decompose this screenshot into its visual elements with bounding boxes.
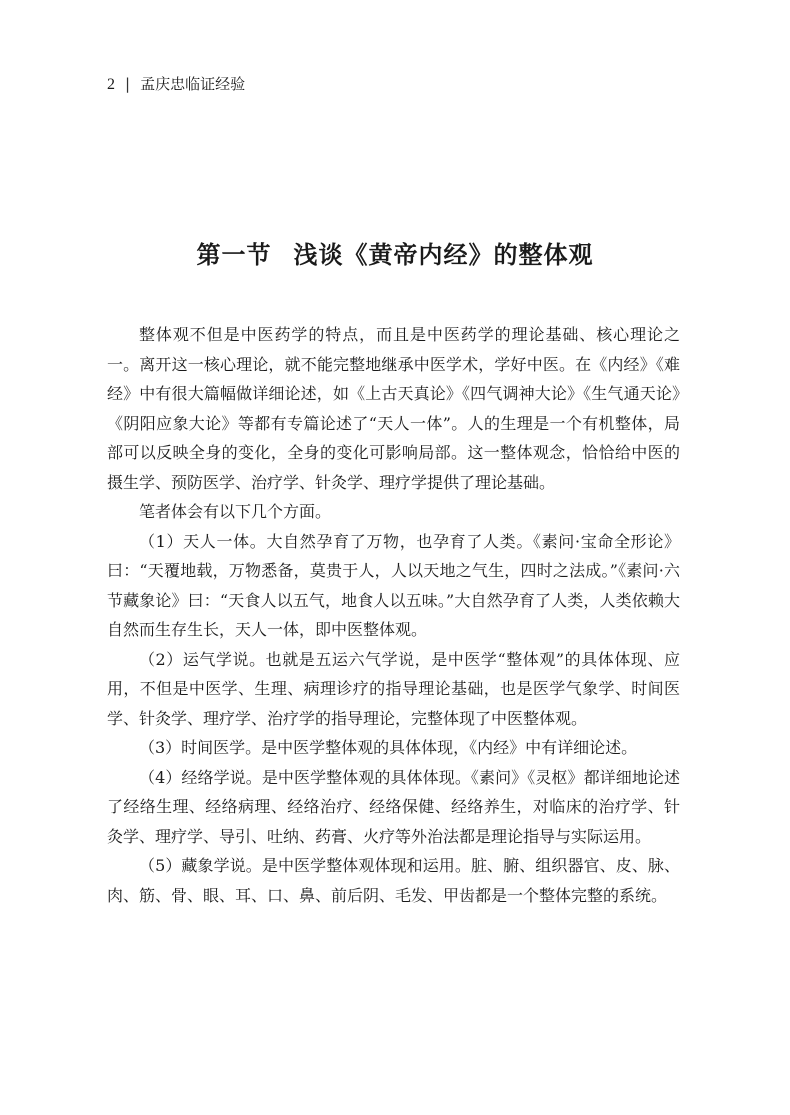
section-heading: 浅谈《黄帝内经》的整体观 [293, 241, 594, 269]
section-title [0, 238, 790, 272]
paragraph-point-5: （5）藏象学说。是中医学整体观体现和运用。脏、腑、组织器官、皮、脉、肉、筋、骨、眼、耳、口、鼻、前后阴、毛发、甲齿都是一个整体完整的系统。 [107, 856, 680, 905]
paragraph-point-3: （3）时间医学。是中医学整体观的具体体现，《内经》中有详细论述。 [139, 738, 638, 757]
paragraph-lead-in: 笔者体会有以下几个方面。 [139, 502, 332, 521]
page-number: 2 [107, 76, 115, 93]
paragraph-intro: 整体观不但是中医药学的特点，而且是中医药学的理论基础、核心理论之一。离开这一核心理论，就不能完整地继承中医学术，学好中医。在《内经》《难经》中有很大篇幅做详细论述，如《上古天真论》《四气调神大论》《生气通天论》《阴阳应象大论》等都有专篇论述了“天人一体”。人的生理是一个有机整体，局部可以反映全身的变化，全身的变化可影响局部。这一整体观念，恰恰给中医的摄生学、预防医学、治疗学、针灸学、理疗学提供了理论基础。 [107, 325, 680, 492]
section-number: 第一节 [196, 241, 272, 269]
running-header [107, 74, 245, 95]
paragraph-point-2: （2）运气学说。也就是五运六气学说，是中医学“整体观”的具体体现、应用，不但是中医学、生理、病理诊疗的指导理论基础，也是医学气象学、时间医学、针灸学、理疗学、治疗学的指导理论，完整体现了中医整体观。 [107, 649, 680, 728]
paragraph-point-1: （1）天人一体。大自然孕育了万物，也孕育了人类。《素问·宝命全形论》曰：“天覆地载，万物悉备，莫贵于人，人以天地之气生，四时之法成。”《素问·六节藏象论》曰：“天食人以五气，地食人以五味。”大自然孕育了人类，人类依赖大自然而生存生长，天人一体，即中医整体观。 [107, 531, 680, 639]
header-separator: | [125, 75, 131, 93]
book-title: 孟庆忠临证经验 [140, 75, 246, 93]
paragraph-point-4: （4）经络学说。是中医学整体观的具体体现。《素问》《灵枢》都详细地论述了经络生理、经络病理、经络治疗、经络保健、经络养生，对临床的治疗学、针灸学、理疗学、导引、吐纳、药膏、火疗等外治法都是理论指导与实际运用。 [107, 767, 680, 846]
body-text [107, 320, 680, 910]
